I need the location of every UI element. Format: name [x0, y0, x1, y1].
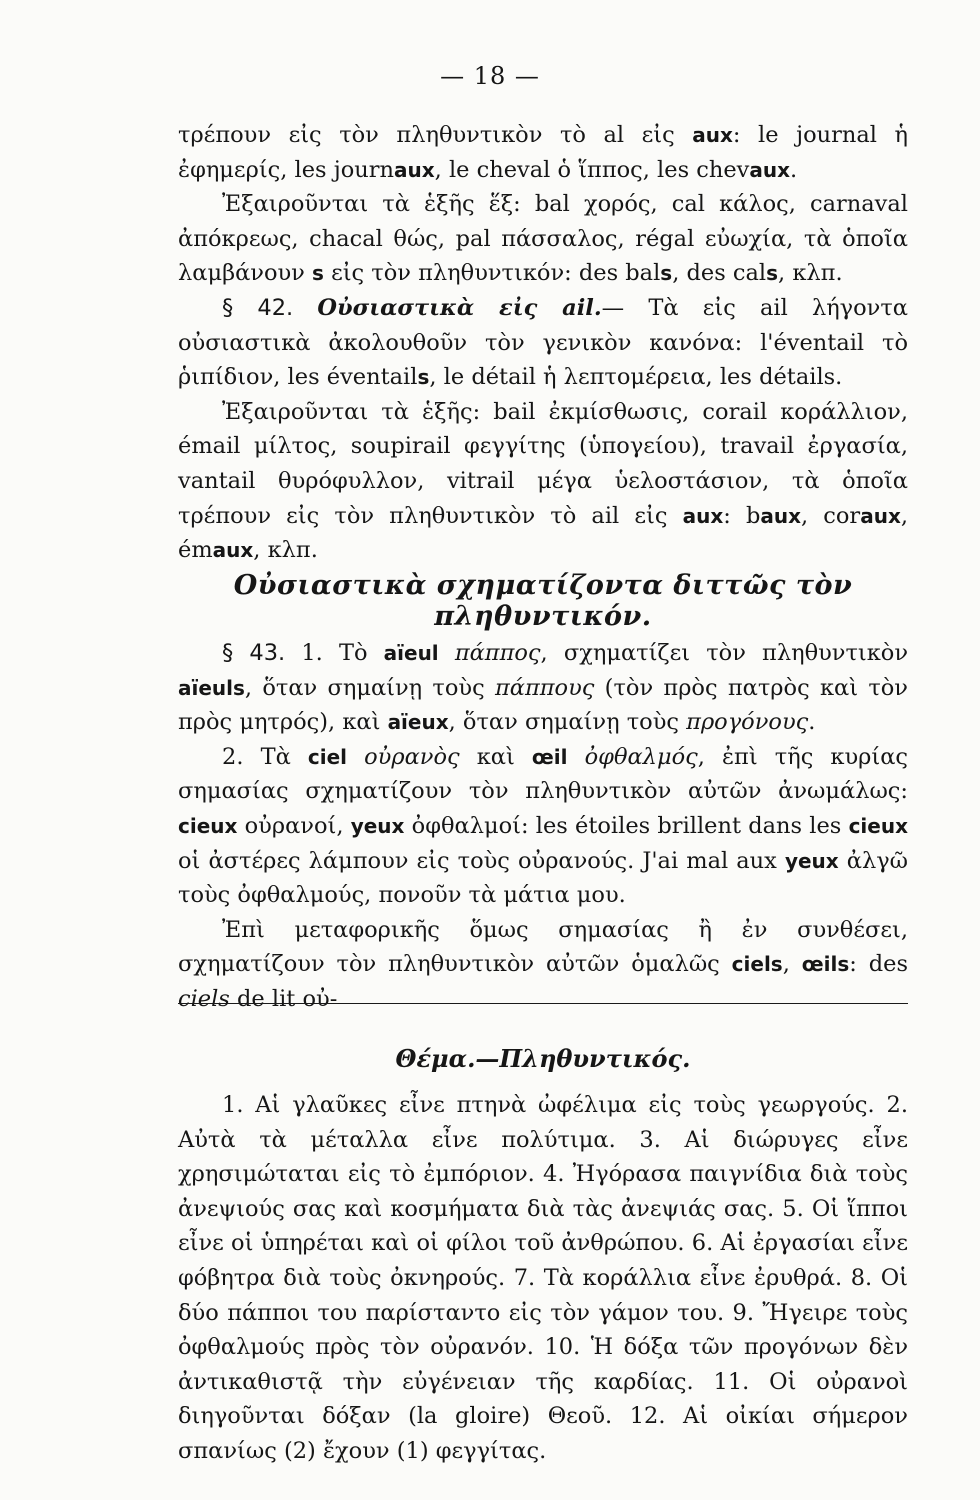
bold-term: aux: [760, 503, 801, 528]
bold-term: s: [766, 261, 779, 286]
text-run: Ἐξαιροῦνται τὰ ἑξῆς ἕξ: bal χορός, cal κάλος, carnaval ἀπόκρεως, chacal θώς, pal πάσσαλος, régal εὐωχία, τὰ ὁποῖα λαμβάνουν: [178, 191, 908, 287]
text-run: , κλπ.: [253, 537, 318, 564]
text-run: οὐρανοί,: [237, 812, 351, 839]
section-43-number: § 43.: [222, 640, 286, 666]
bold-term: s: [660, 261, 673, 286]
paragraph-1: [178, 118, 908, 187]
italic-term: οὐρανὸς: [364, 743, 460, 770]
bold-term: yeux: [784, 848, 839, 873]
text-run: τρέπουν εἰς τὸν πληθυντικὸν τὸ al εἰς: [178, 122, 693, 148]
text-run: 2. Τὰ: [222, 743, 308, 770]
text-run: : b: [723, 502, 761, 529]
text-run: 1. Τὸ: [285, 640, 384, 666]
bold-term: aïeuls: [178, 675, 245, 700]
text-run: — Τὰ εἰς ail λήγοντα οὐσιαστικὰ ἀκολουθοῦν τὸν γενικὸν κανόνα: l'éventail τὸ ῥιπίδιον, les éventail: [178, 294, 908, 391]
text-run: : des: [849, 951, 908, 978]
bold-term: aux: [749, 157, 791, 182]
text-run: , le cheval ὁ ἵππος, les chev: [434, 156, 750, 183]
bold-term: œil: [531, 744, 568, 769]
paragraph-7: [178, 913, 908, 1017]
exercise-block: [178, 1088, 908, 1469]
text-run: , ὅταν σημαίνῃ τοὺς: [448, 709, 687, 736]
exercise-title: Θέμα.—Πληθυντικός.: [395, 1044, 691, 1073]
bold-term: cieux: [178, 813, 238, 838]
text-run: , ὅταν σημαίνῃ τοὺς: [244, 674, 495, 701]
bold-term: s: [312, 261, 324, 286]
text-run: : le journal ἡ ἐφημερίς, les journ: [178, 122, 908, 183]
text-run: , σχηματίζει τὸν πληθυντικὸν: [540, 640, 909, 666]
paragraph-2: [178, 187, 908, 291]
text-block-middle: [178, 636, 908, 1017]
text-run: .: [808, 709, 816, 736]
text-run: [439, 640, 455, 666]
bold-term: ciels: [731, 952, 783, 977]
horizontal-rule: [178, 1003, 908, 1004]
text-run: , κλπ.: [778, 260, 843, 287]
text-run: , ém: [178, 502, 908, 564]
paragraph-43: [178, 636, 908, 740]
text-run: Ἐξαιροῦνται τὰ ἑξῆς: bail ἐκμίσθωσις, corail κοράλλιον, émail μίλτος, soupirail φεγγίτης (ὑπογείου), travail ἐργασία, vantail θυρόφυλλον, vitrail μέγα ὑελοστάσιον, τὰ ὁποῖα τρέπουν εἰς τὸν πληθυντικὸν τὸ ail εἰς: [178, 398, 908, 529]
paragraph-6: [178, 740, 908, 913]
bold-term: aux: [394, 157, 435, 182]
text-block-upper: [178, 118, 908, 568]
exercise-paragraph: [178, 1088, 908, 1469]
text-run: [568, 744, 585, 770]
text-run: ὀφθαλμοί: les étoiles brillent dans les: [404, 812, 849, 839]
bold-term: cieux: [848, 813, 908, 838]
bold-term: ciel: [307, 744, 348, 769]
text-run: καὶ: [459, 743, 532, 770]
text-run: ἀλγῶ τοὺς ὀφθαλμούς, πονοῦν τὰ μάτια μου.: [178, 847, 909, 909]
text-run: .: [790, 156, 798, 183]
italic-term: ὀφθαλμός: [584, 743, 698, 770]
text-run: 1. Αἱ γλαῦκες εἶνε πτηνὰ ὠφέλιμα εἰς τοὺς γεωργούς. 2. Αὐτὰ τὰ μέταλλα εἶνε πολύτιμα. 3. Αἱ διώρυγες εἶνε χρησιμώταται εἰς τὸ ἐμπόριον. 4. Ἠγόρασα παιγνίδια διὰ τοὺς ἀνεψιούς σας καὶ κοσμήματα διὰ τὰς ἀνεψιάς σας. 5. Οἱ ἵπποι εἶνε οἱ ὑπηρέται καὶ οἱ φίλοι τοῦ ἀνθρώπου. 6. Αἱ ἐργασίαι εἶνε φόβητρα διὰ τοὺς ὀκνηρούς. 7. Τὰ κοράλλια εἶνε ἐρυθρά. 8. Οἱ δύο πάπποι του παρίσταντο εἰς τὸν γάμον του. 9. Ἤγειρε τοὺς ὀφθαλμούς πρὸς τὸν οὐρανόν. 10. Ἡ δόξα τῶν προγόνων δὲν ἀντικαθιστᾷ τὴν εὐγένειαν τῆς καρδίας. 11. Οἱ οὐρανοὶ διηγοῦνται δόξαν (la gloire) Θεοῦ. 12. Αἱ οἰκίαι σήμερον σπανίως (2) ἔχουν (1) φεγγίτας.: [178, 1092, 908, 1464]
paragraph-43-body: [178, 640, 908, 735]
bold-term: œils: [801, 952, 850, 977]
text-run: , des cal: [672, 260, 767, 287]
bold-term: aux: [860, 503, 901, 528]
paragraph-42: [178, 291, 908, 395]
text-run: Ἐπὶ μεταφορικῆς ὅμως σημασίας ἢ ἐν συνθέσει, σχηματίζουν τὸν πληθυντικὸν αὐτῶν ὁμαλῶς: [178, 916, 908, 978]
italic-term: ciels: [178, 985, 230, 1012]
italic-term: πάππος: [454, 640, 541, 666]
text-run: , ἐπὶ τῆς κυρίας σημασίας σχηματίζουν τὸν πληθυντικὸν αὐτῶν ἀνωμάλως:: [178, 743, 908, 805]
bold-term: yeux: [350, 813, 405, 838]
bold-term: aïeul: [383, 641, 439, 665]
text-run: , le détail ἡ λεπτομέρεια, les détails.: [429, 364, 843, 391]
italic-term: προγόνους: [686, 709, 809, 736]
italic-term: πάππους: [495, 674, 595, 701]
bold-term: aux: [682, 503, 724, 528]
section-42-title: Οὐσιαστικὰ εἰς ail.: [317, 294, 602, 321]
bold-term: aux: [212, 538, 254, 563]
paragraph-4: [178, 395, 908, 568]
bold-term: aïeux: [387, 710, 449, 735]
text-run: , cor: [801, 502, 861, 529]
text-run: [347, 744, 364, 770]
section-42-number: § 42.: [222, 294, 294, 321]
bold-term: s: [417, 365, 430, 390]
section-heading: Οὐσιαστικὰ σχηματίζοντα διττῶς τὸν πληθυντικόν.: [233, 570, 853, 632]
text-run: ,: [782, 951, 802, 978]
page-number: — 18 —: [440, 62, 540, 90]
bold-term: aux: [692, 123, 733, 147]
text-run: εἰς τὸν πληθυντικόν: des bal: [323, 260, 661, 287]
text-run: de lit οὐ-: [229, 985, 338, 1012]
text-run: (τὸν πρὸς πατρὸς καὶ τὸν πρὸς μητρός), καὶ: [178, 674, 908, 736]
text-run: οἱ ἀστέρες λάμπουν εἰς τοὺς οὐρανούς. J'ai mal aux: [178, 847, 785, 874]
